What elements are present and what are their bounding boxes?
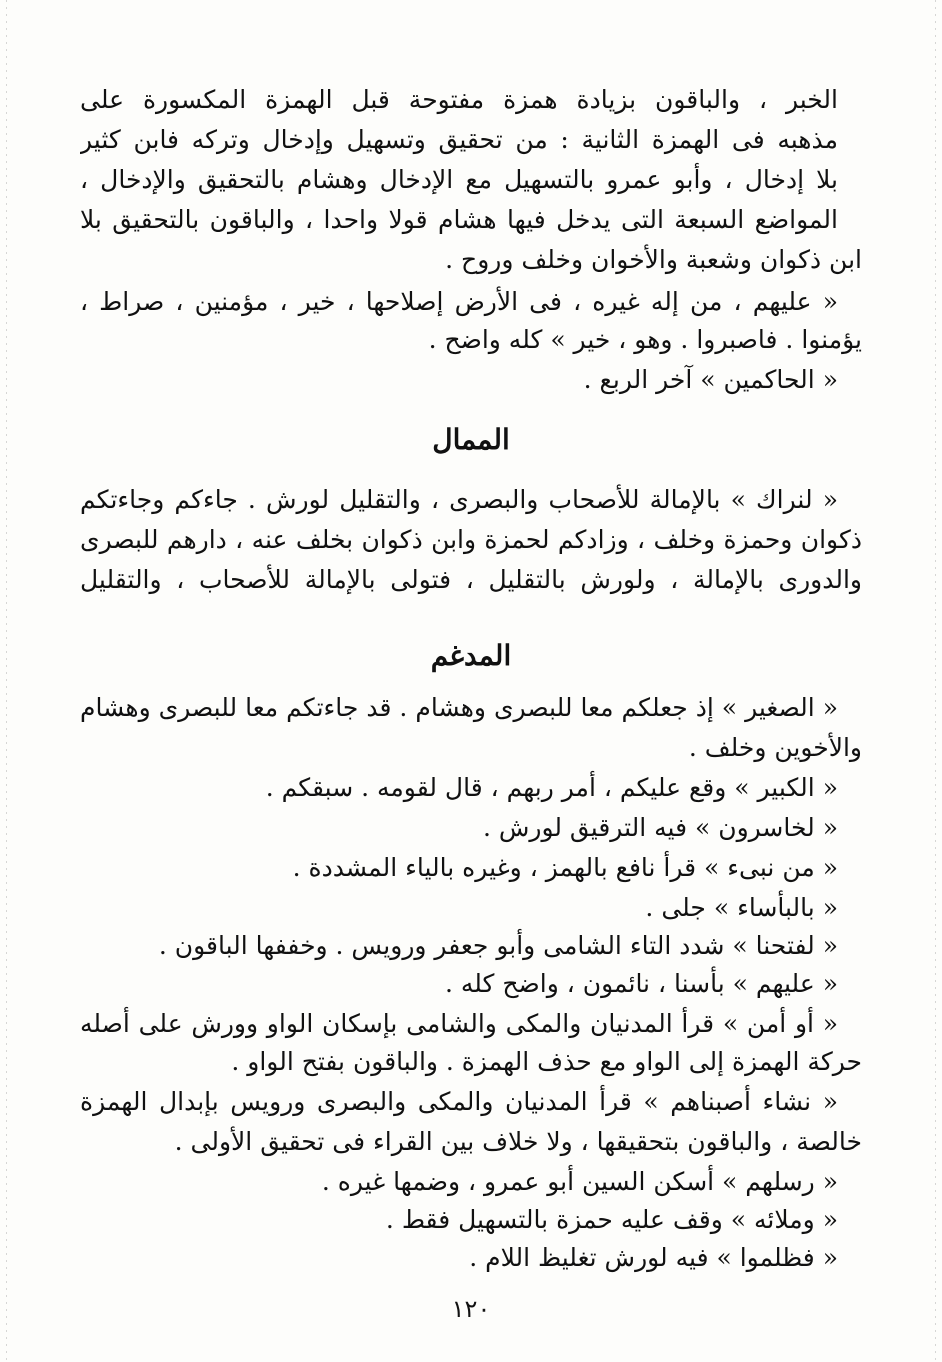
text-line: « لخاسرون » فيه الترقيق لورش . bbox=[482, 813, 838, 842]
text-line: « من نبىء » قرأ نافع بالهمز ، وغيره بالياء المشددة . bbox=[292, 853, 838, 882]
text-line: « نشاء أصبناهم » قرأ المدنيان والمكى والبصرى ورويس بإبدال الهمزة bbox=[80, 1087, 838, 1116]
text-line: المواضع السبعة التى يدخل فيها هشام قولا واحدا ، والباقون بالتحقيق بلا bbox=[80, 205, 838, 234]
text-line: ذكوان وحمزة وخلف ، وزادكم لحمزة وابن ذكوان بخلف عنه ، دارهم للبصرى bbox=[80, 525, 862, 554]
text-line: « لنراك » بالإمالة للأصحاب والبصرى ، والتقليل لورش . جاءكم وجاءتكم bbox=[80, 485, 838, 514]
text-line: « الكبير » وقع عليكم ، أمر ربهم ، قال لقومه . سبقكم . bbox=[265, 773, 838, 802]
text-line: ابن ذكوان وشعبة والأخوان وخلف وروح . bbox=[445, 245, 862, 274]
text-line: مذهبه فى الهمزة الثانية : من تحقيق وتسهيل وإدخال وتركه فابن كثير bbox=[80, 125, 838, 154]
text-line: « رسلهم » أسكن السين أبو عمرو ، وضمها غيره . bbox=[321, 1167, 838, 1196]
scan-edge-left bbox=[6, 0, 7, 1362]
text-line: « فظلموا » فيه لورش تغليظ اللام . bbox=[469, 1243, 838, 1272]
text-line: والأخوين وخلف . bbox=[688, 733, 862, 762]
text-line: « بالبأساء » جلى . bbox=[645, 893, 838, 922]
text-line: « الحاكمين » آخر الربع . bbox=[583, 365, 838, 394]
text-line: « عليهم ، من إله غيره ، فى الأرض إصلاحها ، خير ، مؤمنين ، صراط ، bbox=[80, 287, 838, 316]
text-line: بلا إدخال ، وأبو عمرو بالتسهيل مع الإدخال وهشام بالتحقيق والإدخال ، bbox=[80, 165, 838, 194]
section-heading-imala: الممال bbox=[432, 423, 510, 456]
scan-edge-right bbox=[935, 0, 936, 1362]
section-heading-idgham: المدغم bbox=[430, 639, 512, 672]
text-line: يؤمنوا . فاصبروا . وهو ، خير » كله واضح . bbox=[428, 325, 862, 354]
page-number: ١٢٠ bbox=[451, 1295, 491, 1323]
text-line: حركة الهمزة إلى الواو مع حذف الهمزة . والباقون بفتح الواو . bbox=[231, 1047, 862, 1076]
text-line: خالصة ، والباقون بتحقيقها ، ولا خلاف بين القراء فى تحقيق الأولى . bbox=[174, 1127, 862, 1156]
text-line: « وملائه » وقف عليه حمزة بالتسهيل فقط . bbox=[385, 1205, 838, 1234]
text-line: « عليهم » بأسنا ، نائمون ، واضح كله . bbox=[444, 969, 838, 998]
text-line: « لفتحنا » شدد التاء الشامى وأبو جعفر ورويس . وخففها الباقون . bbox=[158, 931, 838, 960]
text-line: « أو أمن » قرأ المدنيان والمكى والشامى بإسكان الواو وورش على أصله bbox=[80, 1009, 838, 1038]
text-line: الخبر ، والباقون بزيادة همزة مفتوحة قبل الهمزة المكسورة على bbox=[80, 85, 838, 114]
text-line: « الصغير » إذ جعلكم معا للبصرى وهشام . قد جاءتكم معا للبصرى وهشام bbox=[80, 693, 838, 722]
text-line: والدورى بالإمالة ، ولورش بالتقليل ، فتولى بالإمالة للأصحاب ، والتقليل bbox=[80, 565, 862, 594]
